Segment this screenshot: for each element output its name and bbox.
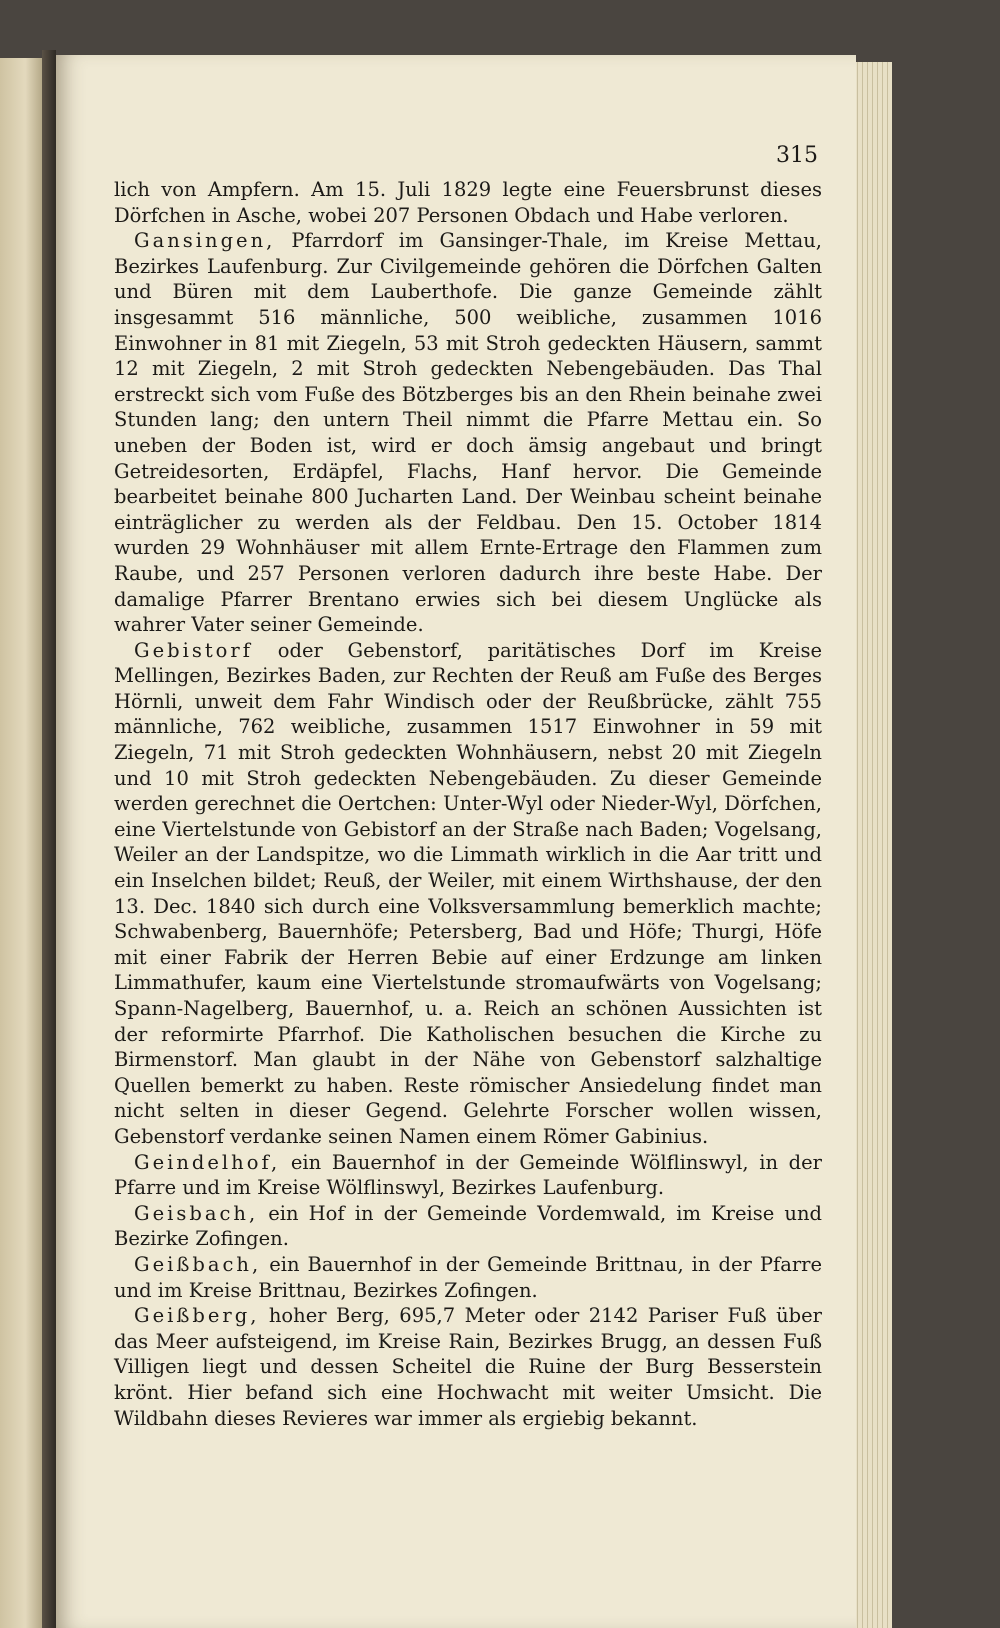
paragraph-gansingen <box>114 228 822 638</box>
book-page <box>56 55 856 1628</box>
entry-lemma: Gansingen, <box>134 229 276 253</box>
paragraph-text: ein Hof in der Gemeinde Vordemwald, im Kreise und Bezirke Zofingen. <box>114 1201 822 1251</box>
entry-lemma: Geißbach, <box>134 1252 262 1276</box>
paragraph-1 <box>114 177 822 228</box>
page-text <box>114 177 822 1431</box>
book-gutter <box>42 50 56 1628</box>
paragraph-text: hoher Berg, 695,7 Meter oder 2142 Pariser Fuß über das Meer aufsteigend, im Kreise Rain, Bezirkes Brugg, an dessen Fuß Villigen liegt und dessen Scheitel die Ruine der Burg Besserstein krönt. Hier befand sich eine Hochwacht mit weiter Umsicht. Die Wildbahn dieses Revieres war immer als ergiebig bekannt. <box>114 1304 822 1430</box>
page-number: 315 <box>776 143 818 168</box>
paragraph-text: oder Gebenstorf, paritätisches Dorf im Kreise Mellingen, Bezirkes Baden, zur Rechten der Reuß am Fuße des Berges Hörnli, unweit dem Fahr Windisch oder der Reußbrücke, zählt 755 männliche, 762 weibliche, zusammen 1517 Einwohner in 59 mit Ziegeln, 71 mit Stroh gedeckten Wohnhäusern, nebst 20 mit Ziegeln und 10 mit Stroh gedeckten Nebengebäuden. Zu dieser Gemeinde werden gerechnet die Oertchen: Unter-Wyl oder Nieder-Wyl, Dörfchen, eine Viertelstunde von Gebistorf an der Straße nach Baden; Vogelsang, Weiler an der Landspitze, wo die Limmath wirklich in die Aar tritt und ein Inselchen bildet; Reuß, der Weiler, mit einem Wirthshause, der den 13. Dec. 1840 sich durch eine Volksversammlung bemerklich machte; Schwabenberg, Bauernhöfe; Petersberg, Bad und Höfe; Thurgi, Höfe mit einer Fabrik der Herren Bebie auf einer Erdzunge am linken Limmathufer, kaum eine Viertelstunde stromaufwärts von Vogelsang; Spann-Nagelberg, Bauernhof, u. a. Reich an schönen Aussichten ist der reformirte Pfarrhof. Die Katholischen besuchen die Kirche zu Birmenstorf. Man glaubt in der Nähe von Gebenstorf salzhaltige Quellen bemerkt zu haben. Reste römischer Ansiedelung findet man nicht selten in dieser Gegend. Gelehrte Forscher wollen wissen, Gebenstorf verdanke seinen Namen einem Römer Gabinius. <box>114 638 822 1148</box>
paragraph-text: Pfarrdorf im Gansinger-Thale, im Kreise Mettau, Bezirkes Laufenburg. Zur Civilgemeinde gehören die Dörfchen Galten und Büren mit dem Lauberthofe. Die ganze Gemeinde zählt insgesammt 516 männliche, 500 weibliche, zusammen 1016 Einwohner in 81 mit Ziegeln, 53 mit Stroh gedeckten Häusern, sammt 12 mit Ziegeln, 2 mit Stroh gedeckten Nebengebäuden. Das Thal erstreckt sich vom Fuße des Bötzberges bis an den Rhein beinahe zwei Stunden lang; den untern Theil nimmt die Pfarre Mettau ein. So uneben der Boden ist, wird er doch ämsig angebaut und bringt Getreidesorten, Erdäpfel, Flachs, Hanf hervor. Die Gemeinde bearbeitet beinahe 800 Jucharten Land. Der Weinbau scheint beinahe einträglicher zu werden als der Feldbau. Den 15. October 1814 wurden 29 Wohnhäuser mit allem Ernte-Ertrage den Flammen zum Raube, und 257 Personen verloren dadurch ihre beste Habe. Der damalige Pfarrer Brentano erwies sich bei diesem Unglücke als wahrer Vater seiner Gemeinde. <box>114 229 822 637</box>
paragraph-text: ein Bauernhof in der Gemeinde Brittnau, in der Pfarre und im Kreise Brittnau, Bezirkes Zofingen. <box>114 1252 822 1302</box>
paragraph-geissberg <box>114 1303 822 1431</box>
paragraph-geisbach <box>114 1201 822 1252</box>
paragraph-text: lich von Ampfern. Am 15. Juli 1829 legte eine Feuersbrunst dieses Dörfchen in Asche, wobei 207 Personen Obdach und Habe verloren. <box>114 178 822 227</box>
facing-page-edge <box>0 58 42 1628</box>
entry-lemma: Geisbach, <box>134 1201 259 1225</box>
entry-lemma: Geißberg, <box>134 1304 260 1328</box>
paragraph-text: ein Bauernhof in der Gemeinde Wölflinswyl, in der Pfarre und im Kreise Wölflinswyl, Bezirkes Laufenburg. <box>114 1150 822 1200</box>
paragraph-gebistorf <box>114 638 822 1150</box>
entry-lemma: Geindelhof, <box>134 1150 281 1174</box>
paragraph-geissbach <box>114 1252 822 1303</box>
entry-lemma: Gebistorf <box>134 638 253 662</box>
paragraph-geindelhof <box>114 1150 822 1201</box>
